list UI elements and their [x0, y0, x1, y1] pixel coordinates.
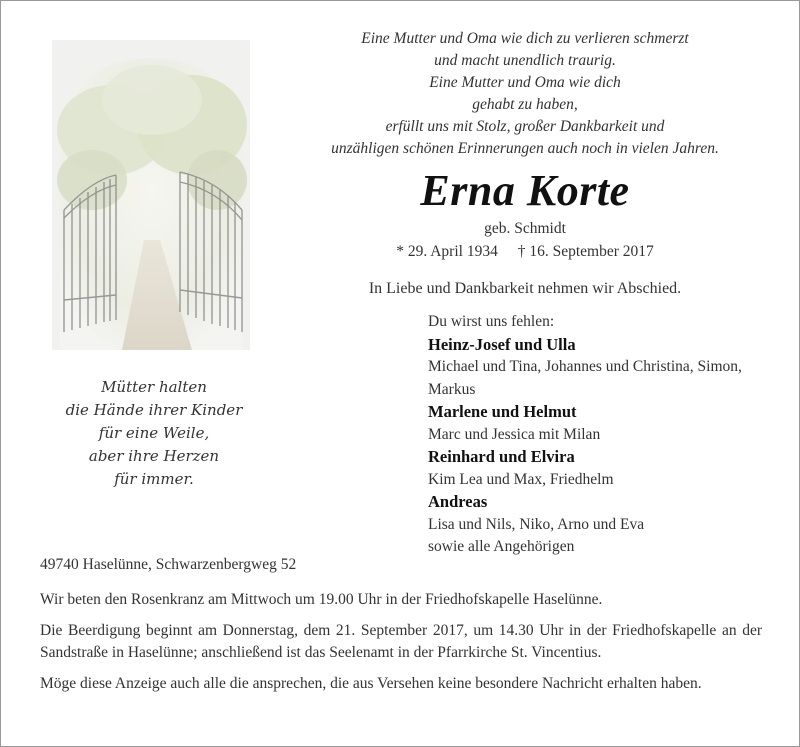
- garden-gate-illustration: [52, 40, 250, 350]
- quote-line: die Hände ihrer Kinder: [65, 401, 243, 419]
- family-group-head: Reinhard und Elvira: [428, 447, 575, 466]
- poem-line: und macht unendlich traurig.: [434, 52, 616, 69]
- family-list: [428, 311, 788, 559]
- poem: [300, 28, 750, 160]
- farewell-text: In Liebe und Dankbarkeit nehmen wir Abschied.: [368, 280, 682, 297]
- life-dates: [300, 243, 750, 261]
- birth-name: geb. Schmidt: [484, 220, 566, 237]
- poem-line: Eine Mutter und Oma wie dich: [429, 74, 621, 91]
- death-date: † 16. September 2017: [517, 243, 654, 260]
- note-funeral: Die Beerdigung beginnt am Donnerstag, dem 21. September 2017, um 14.30 Uhr in der Friedhofskapelle an der Sandstraße in Haselünne; anschließend ist das Seelenamt in der Pfarrkirche St. Vincentius.: [40, 621, 762, 661]
- family-intro: Du wirst uns fehlen:: [428, 313, 555, 330]
- poem-line: Eine Mutter und Oma wie dich zu verlieren schmerzt: [361, 30, 689, 47]
- poem-line: erfüllt uns mit Stolz, großer Dankbarkeit und: [385, 118, 665, 135]
- quote-line: aber ihre Herzen: [88, 447, 220, 465]
- family-group-head: Marlene und Helmut: [428, 402, 577, 421]
- family-closing: sowie alle Angehörigen: [428, 538, 575, 555]
- poem-line: unzähligen schönen Erinnerungen auch noch in vielen Jahren.: [331, 140, 719, 157]
- deceased-name: Erna Korte: [420, 166, 630, 215]
- family-group-members: Michael und Tina, Johannes und Christina, Simon, Markus: [428, 358, 742, 398]
- quote-line: für eine Weile,: [98, 424, 210, 442]
- note-rosary: Wir beten den Rosenkranz am Mittwoch um 19.00 Uhr in der Friedhofskapelle Haselünne.: [40, 591, 603, 608]
- quote-line: für immer.: [114, 470, 194, 488]
- family-group-head: Heinz-Josef und Ulla: [428, 334, 576, 354]
- poem-line: gehabt zu haben,: [472, 96, 578, 113]
- address: 49740 Haselünne, Schwarzenbergweg 52: [40, 556, 297, 573]
- quote-line: Mütter halten: [101, 378, 207, 396]
- family-group-head: Andreas: [428, 492, 488, 511]
- note-general: Möge diese Anzeige auch alle die ansprechen, die aus Versehen keine besondere Nachricht erhalten haben.: [40, 674, 702, 692]
- family-group-members: Lisa und Nils, Niko, Arno und Eva: [428, 515, 645, 533]
- quote: [40, 376, 268, 491]
- family-group-members: Kim Lea und Max, Friedhelm: [428, 470, 614, 488]
- family-group-members: Marc und Jessica mit Milan: [428, 425, 601, 443]
- notes: [40, 589, 762, 703]
- birth-date: * 29. April 1934: [396, 243, 498, 260]
